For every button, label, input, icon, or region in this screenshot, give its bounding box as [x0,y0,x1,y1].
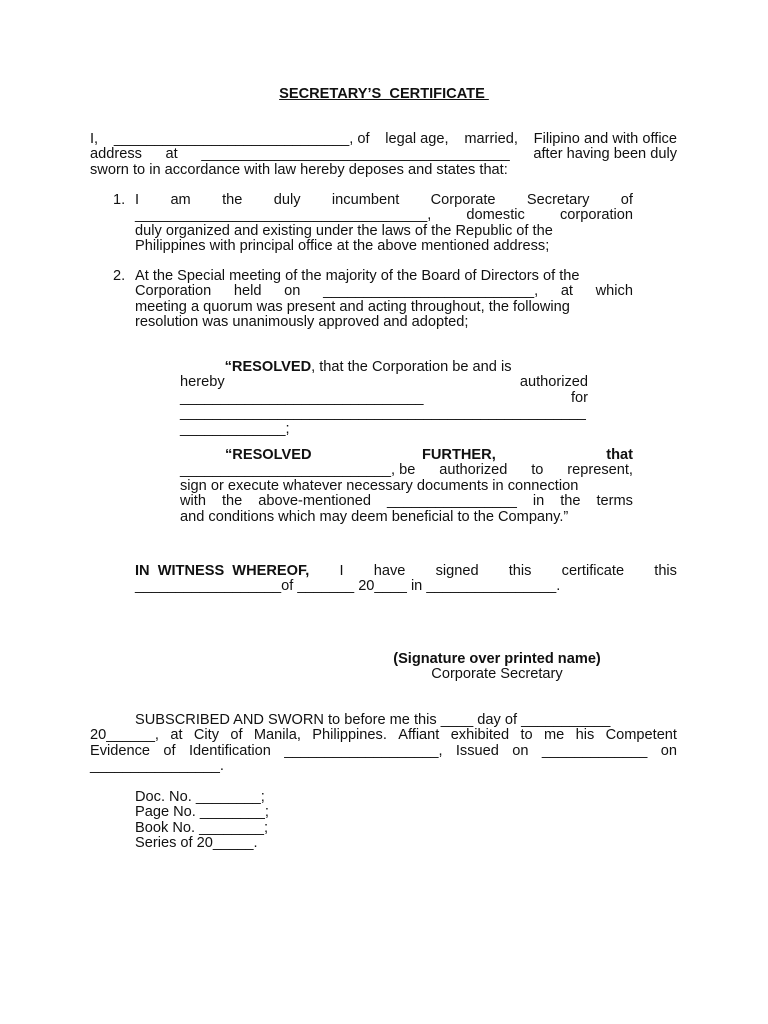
item-1-line-1 [135,193,633,208]
resolution-2-line-3 [180,479,633,494]
issue-place-blank: ________________. [90,758,224,775]
item-2-text: At the Special meeting of the majority of the Board of Directors of the [135,268,580,284]
jurat-word: of [230,727,243,744]
book-no: Book No. ________; [135,819,269,836]
resolution-2-word: authorized [439,462,508,479]
item-1-word: the [222,192,243,208]
resolution-2-word: with [180,493,206,510]
document-title: SECRETARY’S CERTIFICATE [279,86,489,102]
resolution-2-word: terms [596,493,633,510]
jurat-word: Issued [455,742,499,759]
intro-line-2 [90,147,677,162]
resolution-2-line-5: and conditions which may deem beneficial to the Company.” [180,508,569,525]
item-1-line-4: Philippines with principal office at the above mentioned address; [135,238,550,255]
jurat-paragraph [90,713,677,775]
resolution-1-line-1 [180,360,588,375]
doc-no: Doc. No. ________; [135,789,265,805]
jurat-word: to [520,727,533,744]
signatory-role: Corporate Secretary [431,666,563,683]
resolved-further-keyword: that [606,447,633,463]
witness-word: this [508,563,532,579]
series-of: Series of 20_____. [135,835,258,852]
jurat-word: of [163,742,176,759]
item-1-word: of [620,192,633,208]
signature-block [347,652,647,683]
jurat-word: City [193,727,219,744]
jurat-word: 20______, [90,727,159,744]
intro-word: at [165,146,178,163]
jurat-line-1: SUBSCRIBED AND SWORN to before me this ____ day of ___________ [135,712,611,728]
meeting-date-blank: __________________________, [323,283,539,300]
item-2-word: Corporation [135,283,212,300]
jurat-word: Evidence [90,742,151,759]
jurat-word: his [575,727,595,744]
intro-line-3: sworn to in accordance with law hereby deposes and states that: [90,161,508,178]
resolution-1-text: , that the Corporation be and is [311,359,512,375]
item-2-line-3 [135,300,633,315]
resolved-further-keyword: FURTHER, [421,447,496,463]
resolution-2-line-4 [180,494,633,509]
resolution-1-word: for [570,389,588,406]
jurat-word: exhibited [450,727,510,744]
jurat-word: Affiant [398,727,440,744]
item-2-number: 2. [113,268,126,284]
item-2-word: at [560,283,573,300]
item-2-word: on [284,283,301,300]
authorized-person-blank: ______________________________ [180,389,424,406]
jurat-word: Competent [605,727,677,744]
item-2-word: held [233,283,262,300]
resolution-1 [180,360,588,437]
jurat-word: me [543,727,565,744]
resolution-2-text: sign or execute whatever necessary documents in connection [180,477,579,494]
item-1-text: duly organized and existing under the laws of the Republic of the [135,222,553,239]
affiant-name-blank: _____________________________, of [113,131,370,147]
jurat-line-2 [90,728,677,743]
jurat-word: Identification [188,742,271,759]
witness-line-1 [135,564,677,579]
item-2-line-4: resolution was unanimously approved and adopted; [135,314,469,331]
resolved-keyword: “RESOLVED [224,359,312,375]
witness-word: have [373,563,406,579]
item-1-word: domestic [466,207,525,224]
witness-word: signed [435,563,479,579]
jurat-line-3 [90,744,677,759]
item-1-word: incumbent [331,192,400,208]
intro-word: married, [464,131,518,147]
item-1-line-3 [135,224,633,239]
resolved-further-keyword: “RESOLVED [225,447,312,463]
item-2-line-1 [135,269,633,284]
resolution-1-word: authorized [519,374,588,391]
witness-word: this [654,563,677,579]
witness-date-place-blanks: __________________of _______ 20____ in ________________. [135,578,561,595]
item-2-text: meeting a quorum was present and acting throughout, the following [135,298,570,315]
resolution-2-word: represent, [567,462,633,479]
resolution-2-line-1 [180,448,633,463]
resolution-2-word: the [560,493,581,510]
transaction-blank: ________________ [386,493,517,510]
resolution-2-word: in [532,493,545,510]
item-1-word: Corporate [430,192,496,208]
notarial-register [135,790,269,852]
issue-date-blank: _____________ [541,742,648,759]
item-2-paragraph [135,269,633,331]
signature-label: (Signature over printed name) [393,651,601,667]
purpose-blank-end: _____________; [180,420,290,437]
intro-paragraph [90,132,677,178]
office-address-blank: ______________________________________ [201,146,510,163]
item-1-word: Secretary [526,192,590,208]
intro-word: after having been duly [533,146,677,163]
resolution-2-word: above-mentioned [258,493,371,510]
resolution-1-line-3 [180,391,588,406]
item-1-word: I [135,192,140,208]
item-1-word: am [170,192,191,208]
intro-word: Filipino and with office [533,131,677,147]
item-2-line-2 [135,284,633,299]
resolution-1-word: hereby [180,374,225,391]
jurat-word: at [170,727,183,744]
resolution-2-line-2 [180,463,633,478]
representative-blank: __________________________, be [180,462,416,479]
resolution-2-word: the [221,493,243,510]
witness-word: certificate [561,563,625,579]
intro-word: I, [90,131,99,147]
witness-paragraph [135,564,677,595]
item-1-number: 1. [113,192,126,208]
item-1-word: duly [273,192,301,208]
jurat-word: on [660,742,677,759]
item-2-word: which [595,283,633,300]
resolution-2-word: to [531,462,544,479]
intro-word: address [90,146,142,163]
id-blank: ___________________, [284,742,443,759]
resolution-2 [180,448,633,525]
intro-line-1 [90,132,677,147]
intro-word: legal age, [385,131,449,147]
jurat-word: on [512,742,529,759]
item-1-line-2 [135,208,633,223]
in-witness-whereof: IN WITNESS WHEREOF, [135,563,310,579]
purpose-blank: __________________________________________________ [180,405,586,422]
jurat-word: Manila, [253,727,301,744]
resolution-1-line-2 [180,375,588,390]
jurat-word: Philippines. [312,727,387,744]
witness-word: I [339,563,344,579]
item-1-paragraph [135,193,633,255]
corporation-name-blank: ____________________________________, [135,207,432,224]
item-1-word: corporation [559,207,633,224]
page-no: Page No. ________; [135,804,269,821]
